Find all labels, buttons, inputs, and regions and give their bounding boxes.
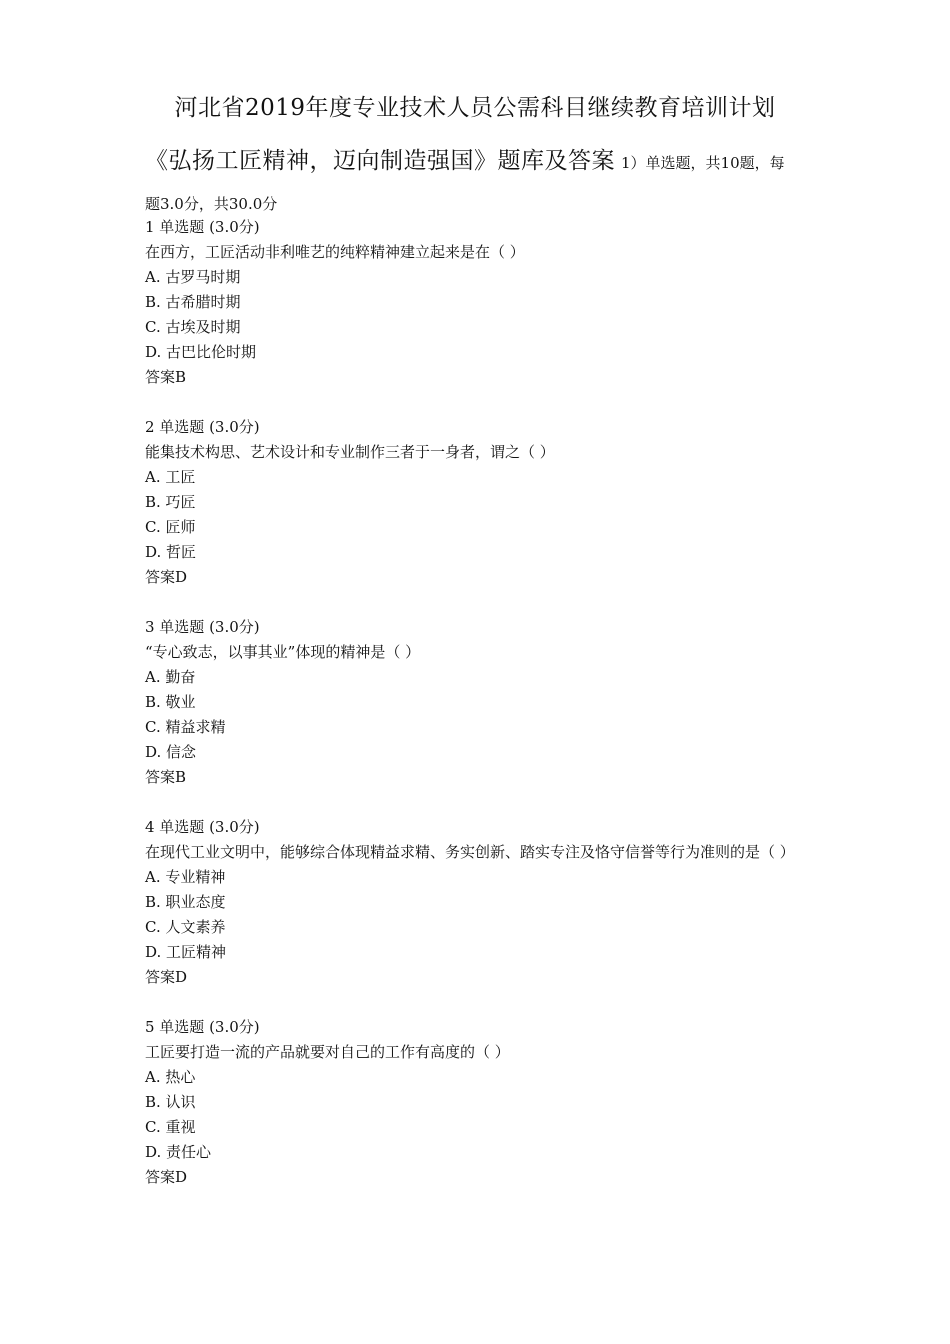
answer-text: 答案D: [145, 968, 188, 986]
answer-text: 答案B: [145, 368, 187, 386]
question-item: [145, 815, 825, 990]
option-c: C. 重视: [145, 1118, 196, 1136]
option-b: B. 敬业: [145, 693, 196, 711]
document-subtitle: 《弘扬工匠精神，迈向制造强国》题库及答案: [145, 148, 615, 174]
question-stem: 在现代工业文明中，能够综合体现精益求精、务实创新、踏实专注及恪守信誉等行为准则的是（ ）: [145, 843, 795, 861]
section-heading-continued: 题3.0分，共30.0分: [145, 195, 278, 213]
option-b: B. 认识: [145, 1093, 196, 1111]
option-b: B. 古希腊时期: [145, 293, 241, 311]
option-c: C. 人文素养: [145, 918, 226, 936]
question-list: [145, 215, 825, 1215]
question-item: [145, 415, 825, 590]
option-d: D. 工匠精神: [145, 943, 227, 961]
option-a: A. 勤奋: [145, 668, 196, 686]
option-b: B. 职业态度: [145, 893, 226, 911]
option-a: A. 古罗马时期: [145, 268, 241, 286]
option-c: C. 匠师: [145, 518, 196, 536]
option-d: D. 信念: [145, 743, 197, 761]
question-item: [145, 615, 825, 790]
option-d: D. 责任心: [145, 1143, 212, 1161]
question-header: 1 单选题 (3.0分): [145, 218, 260, 236]
option-c: C. 精益求精: [145, 718, 226, 736]
answer-text: 答案B: [145, 768, 187, 786]
question-header: 2 单选题 (3.0分): [145, 418, 260, 436]
answer-text: 答案D: [145, 568, 188, 586]
question-header: 5 单选题 (3.0分): [145, 1018, 260, 1036]
option-b: B. 巧匠: [145, 493, 196, 511]
option-a: A. 热心: [145, 1068, 196, 1086]
question-item: [145, 1015, 825, 1190]
question-stem: 工匠要打造一流的产品就要对自己的工作有高度的（ ）: [145, 1043, 510, 1061]
option-a: A. 工匠: [145, 468, 196, 486]
question-item: [145, 215, 825, 390]
document-subtitle-line: [145, 145, 785, 177]
question-stem: 能集技术构思、艺术设计和专业制作三者于一身者，谓之（ ）: [145, 443, 555, 461]
option-d: D. 古巴比伦时期: [145, 343, 257, 361]
question-header: 4 单选题 (3.0分): [145, 818, 260, 836]
document-title: 河北省2019年度专业技术人员公需科目继续教育培训计划: [174, 95, 776, 121]
section-heading: 1）单选题，共10题，每: [621, 154, 785, 172]
option-c: C. 古埃及时期: [145, 318, 241, 336]
question-stem: 在西方，工匠活动非利唯艺的纯粹精神建立起来是在（ ）: [145, 243, 525, 261]
question-stem: “专心致志，以事其业”体现的精神是（ ）: [145, 643, 421, 661]
option-a: A. 专业精神: [145, 868, 226, 886]
option-d: D. 哲匠: [145, 543, 197, 561]
question-header: 3 单选题 (3.0分): [145, 618, 260, 636]
answer-text: 答案D: [145, 1168, 188, 1186]
